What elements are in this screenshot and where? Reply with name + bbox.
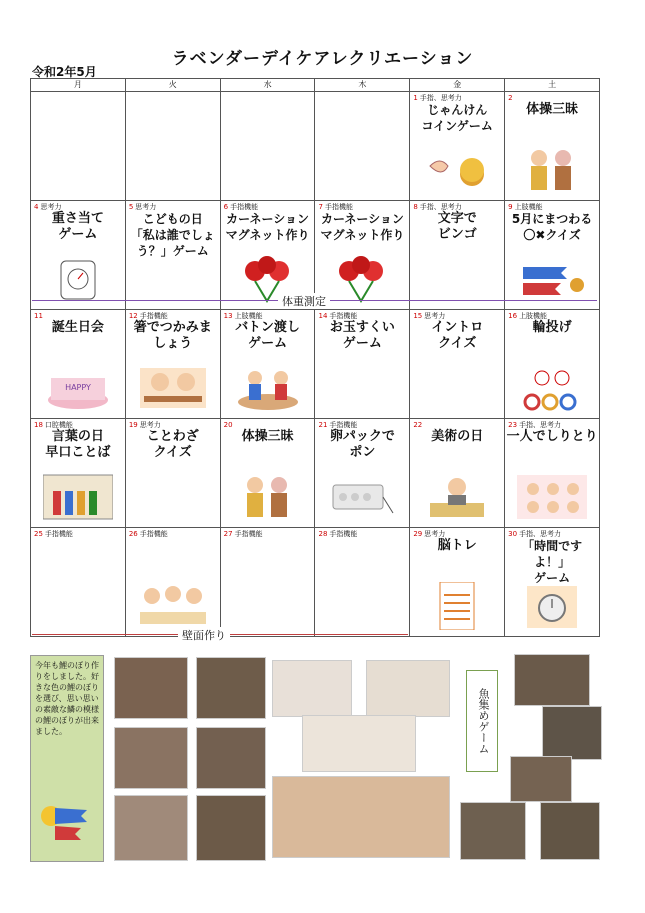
day-cell	[505, 419, 600, 528]
day-header	[413, 203, 461, 211]
day-number: 22	[413, 421, 423, 429]
art-icon	[422, 473, 492, 521]
day-number: 2	[508, 94, 513, 102]
tongue-twister-icon	[43, 473, 113, 521]
photo-4	[196, 727, 266, 789]
day-cell	[125, 201, 220, 310]
weekday-wed: 水	[220, 79, 315, 92]
day-cell	[315, 419, 410, 528]
day-number: 20	[223, 421, 233, 429]
skill-tag: 上肢機能	[519, 312, 548, 320]
weekday-sat: 土	[505, 79, 600, 92]
day-number: 21	[318, 421, 328, 429]
skill-tag: 手指機能	[44, 530, 73, 538]
day-cell	[31, 201, 126, 310]
skill-tag: 上肢機能	[514, 203, 543, 211]
activity-title: 輪投げ	[532, 320, 572, 335]
day-header	[224, 312, 263, 320]
day-cell	[410, 310, 505, 419]
activity-title: カーネーション マグネット作り	[225, 212, 310, 242]
activity-title: 体操三昧	[241, 429, 294, 444]
skill-tag: 手指機能	[139, 312, 168, 320]
carnation-icon	[327, 255, 397, 303]
day-cell	[315, 92, 410, 201]
puzzle-icon	[422, 582, 492, 630]
day-header	[413, 94, 461, 102]
day-cell	[31, 528, 126, 637]
day-header	[508, 203, 542, 211]
day-header	[34, 203, 61, 211]
day-cell	[31, 419, 126, 528]
day-header	[34, 421, 73, 429]
day-cell	[220, 528, 315, 637]
skill-tag: 口腔機能	[44, 421, 73, 429]
faces-icon	[517, 473, 587, 521]
day-cell	[315, 310, 410, 419]
day-number: 11	[34, 312, 43, 320]
activity-title: 5月にまつわる 〇✖クイズ	[511, 212, 593, 242]
week-row	[31, 92, 600, 201]
day-cell	[125, 310, 220, 419]
day-cell	[315, 528, 410, 637]
day-cell	[505, 201, 600, 310]
activity-title: 文字で ビンゴ	[437, 211, 477, 242]
day-cell	[31, 310, 126, 419]
skill-tag: 手指機能	[329, 421, 358, 429]
activity-title: バトン渡し ゲーム	[235, 320, 300, 351]
day-header	[34, 530, 73, 538]
activity-title: 箸でつかみま しょう	[133, 320, 212, 351]
fish-game-photo-1	[514, 654, 590, 706]
weekday-tue: 火	[125, 79, 220, 92]
skill-tag: 思考力	[135, 203, 157, 211]
activity-title: カーネーション マグネット作り	[320, 212, 405, 242]
week-row	[31, 310, 600, 419]
fish-game-photo-2	[542, 706, 602, 760]
day-number: 25	[34, 530, 43, 538]
wall-label: 壁面作り	[178, 627, 230, 643]
day-number: 7	[318, 203, 323, 211]
day-cell	[410, 528, 505, 637]
day-number: 14	[318, 312, 328, 320]
skill-tag: 思考力	[424, 530, 446, 538]
activity-title: イントロ クイズ	[431, 320, 484, 351]
day-header	[318, 421, 357, 429]
day-header	[318, 312, 357, 320]
day-header	[508, 530, 561, 538]
activity-title: 美術の日	[431, 429, 484, 444]
activity-title: 脳トレ	[437, 538, 477, 553]
day-cell	[505, 310, 600, 419]
day-number: 8	[413, 203, 418, 211]
day-header	[413, 421, 424, 429]
day-number: 13	[223, 312, 233, 320]
day-number: 28	[318, 530, 328, 538]
day-cell	[220, 92, 315, 201]
activity-title: 一人でしりとり	[506, 429, 598, 444]
day-header	[413, 312, 445, 320]
skill-tag: 手指、思考力	[419, 203, 462, 211]
month-label: 令和2年5月	[32, 65, 97, 79]
chopsticks-icon	[138, 364, 208, 412]
svg-text:HAPPY: HAPPY	[64, 383, 91, 392]
koinobori-photo-2	[366, 660, 450, 717]
skill-tag: 手指機能	[329, 530, 358, 538]
egg-carton-icon	[327, 473, 397, 521]
skill-tag: 思考力	[139, 421, 161, 429]
crafts-icon	[138, 582, 208, 630]
weight-label: 体重測定	[278, 293, 330, 309]
stopwatch-icon	[517, 582, 587, 630]
day-cell	[505, 92, 600, 201]
activity-title: 誕生日会	[51, 320, 104, 335]
day-header	[129, 203, 156, 211]
day-number: 6	[223, 203, 229, 211]
skill-tag: 思考力	[424, 312, 446, 320]
activity-title: こどもの日 「私は誰でしょう？」ゲーム	[130, 212, 215, 258]
day-number: 23	[508, 421, 518, 429]
day-cell	[125, 419, 220, 528]
day-header	[34, 312, 45, 320]
skill-tag: 手指、思考力	[519, 530, 562, 538]
note-panel	[30, 655, 104, 862]
activity-title: じゃんけん コインゲーム	[421, 103, 493, 133]
photo-5	[114, 795, 188, 861]
activity-title: 言葉の日 早口ことば	[45, 429, 111, 460]
activity-title: 重さ当て ゲーム	[51, 211, 104, 242]
birthday-cake-icon	[43, 364, 113, 412]
calendar-table	[30, 78, 600, 637]
activity-title: 「時間ですよ！」 ゲーム	[522, 539, 583, 585]
exercise-icon	[517, 146, 587, 194]
day-cell	[31, 92, 126, 201]
page-title: ラベンダーデイケアレクリエーション	[171, 49, 474, 69]
photo-1	[114, 657, 188, 719]
weekday-fri: 金	[410, 79, 505, 92]
day-header	[129, 312, 168, 320]
day-number: 18	[34, 421, 43, 429]
skill-tag: 手指、思考力	[519, 421, 562, 429]
photo-2	[196, 657, 266, 719]
week-row	[31, 419, 600, 528]
activity-title: お玉すくい ゲーム	[329, 320, 395, 351]
day-number: 16	[508, 312, 518, 320]
weekday-mon: 月	[31, 79, 126, 92]
day-number: 30	[508, 530, 518, 538]
fish-game-photo-5	[540, 802, 600, 860]
skill-tag: 手指機能	[234, 530, 263, 538]
day-header	[508, 94, 514, 102]
day-number: 9	[508, 203, 513, 211]
day-header	[224, 421, 235, 429]
fish-game-label: 魚集めゲーム	[466, 670, 498, 772]
photo-6	[196, 795, 266, 861]
skill-tag: 手指機能	[324, 203, 353, 211]
koinobori-photo-1	[272, 660, 352, 717]
day-header	[129, 421, 161, 429]
activity-title: 卵パックで ポン	[329, 429, 395, 460]
coin-icon	[422, 146, 492, 194]
day-header	[318, 530, 357, 538]
day-header	[129, 530, 168, 538]
day-cell	[410, 419, 505, 528]
photo-3	[114, 727, 188, 789]
weekday-header-row	[31, 79, 600, 92]
day-header	[508, 312, 547, 320]
day-cell	[410, 92, 505, 201]
day-number: 12	[128, 312, 138, 320]
day-header	[224, 530, 263, 538]
day-cell	[505, 528, 600, 637]
day-number: 4	[34, 203, 39, 211]
ring-toss-icon	[517, 364, 587, 412]
activity-title: 体操三昧	[526, 102, 579, 117]
koinobori-icon	[517, 255, 587, 303]
baton-icon	[233, 364, 303, 412]
skill-tag: 思考力	[40, 203, 62, 211]
day-number: 5	[128, 203, 134, 211]
skill-tag: 手指機能	[329, 312, 358, 320]
day-cell	[410, 201, 505, 310]
activity-title: ことわざ クイズ	[146, 429, 199, 460]
photo-collage	[30, 652, 600, 862]
scale-icon	[43, 255, 113, 303]
fish-game-photo-3	[510, 756, 572, 802]
koinobori-photo-3	[302, 715, 416, 772]
koinobori-wall-photo	[272, 776, 450, 858]
day-number: 19	[128, 421, 138, 429]
skill-tag: 手指、思考力	[419, 94, 462, 102]
day-number: 26	[128, 530, 138, 538]
day-number: 1	[413, 94, 418, 102]
exercise-icon	[233, 473, 303, 521]
fish-game-photo-4	[460, 802, 526, 860]
skill-tag: 手指機能	[139, 530, 168, 538]
day-header	[508, 421, 561, 429]
day-cell	[125, 528, 220, 637]
day-cell	[220, 310, 315, 419]
day-number: 15	[413, 312, 423, 320]
weekday-thu: 木	[315, 79, 410, 92]
day-number: 27	[223, 530, 233, 538]
koinobori-icon	[41, 786, 91, 846]
week-row	[31, 528, 600, 637]
day-cell	[125, 92, 220, 201]
day-header	[224, 203, 258, 211]
skill-tag: 上肢機能	[234, 312, 263, 320]
day-header	[413, 530, 445, 538]
day-header	[318, 203, 352, 211]
skill-tag: 手指機能	[230, 203, 259, 211]
day-cell	[220, 419, 315, 528]
day-number: 29	[413, 530, 423, 538]
note-text: 今年も鯉のぼり作りをしました。好きな色の鯉のぼりを選び、思い思いの素敵な鱗の模様の鯉のぼりが出来ました。	[35, 661, 99, 736]
